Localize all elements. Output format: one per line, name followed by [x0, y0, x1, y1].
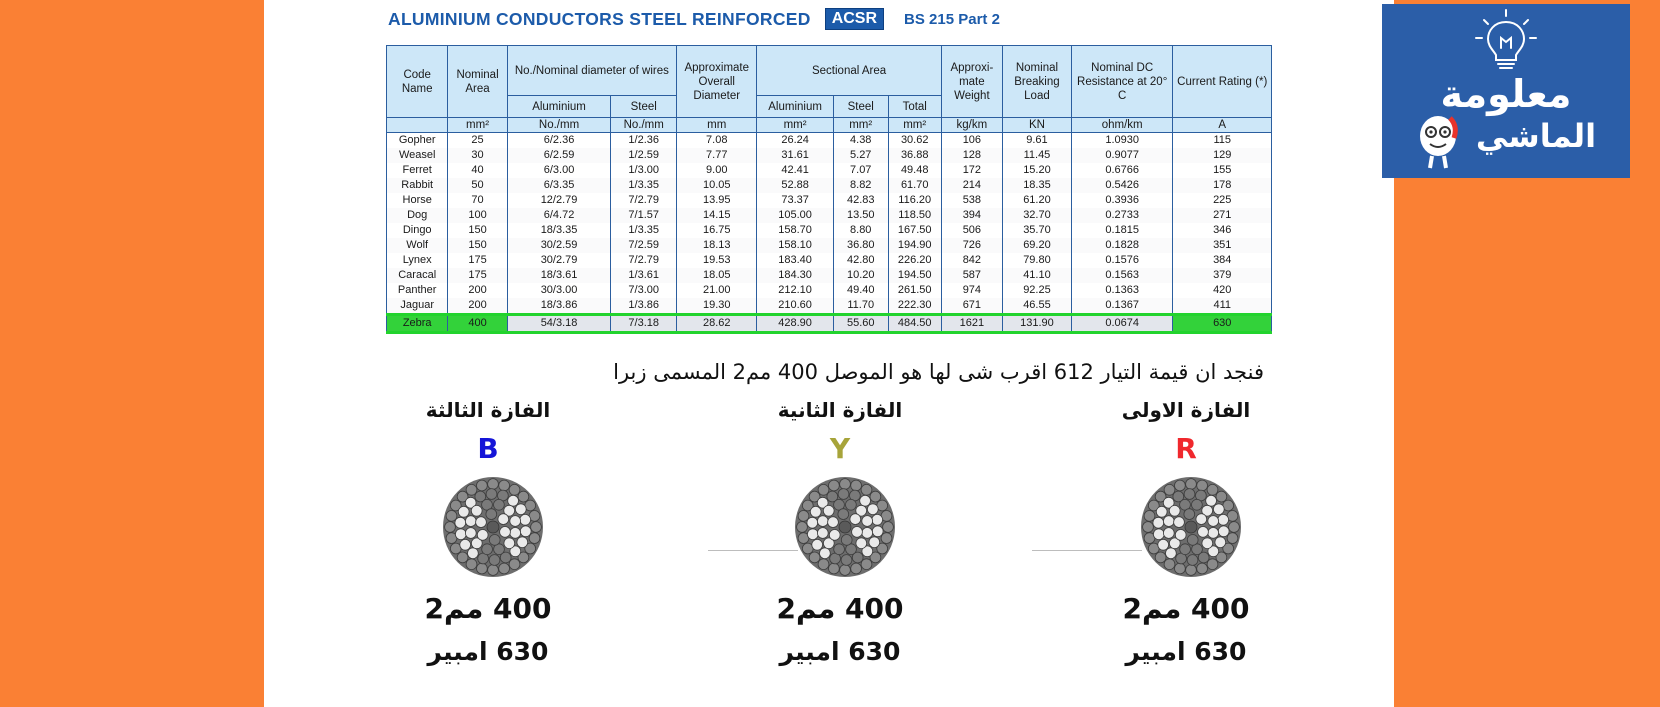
cell-resistance: 0.1576: [1071, 253, 1173, 268]
cell-wires-aluminium: 6/3.00: [507, 163, 611, 178]
phase-second-area: 400 مم2: [776, 592, 904, 625]
table-row: [387, 253, 1272, 268]
table-row: [387, 148, 1272, 163]
highlight-cell-weight: 1621: [941, 315, 1002, 333]
cell-diameter: 7.77: [677, 148, 757, 163]
document-sheet: [264, 0, 1394, 707]
phase-second-current: 630 امبير: [779, 637, 901, 666]
phase-third-name: الفازة الثالثة: [425, 398, 551, 422]
cell-resistance: 0.3936: [1071, 193, 1173, 208]
cell-weight: 671: [941, 298, 1002, 315]
cell-sect-steel: 36.80: [833, 238, 888, 253]
cell-code: Wolf: [387, 238, 448, 253]
phase-third-current: 630 امبير: [427, 637, 549, 666]
phase-second-name: الفازة الثانية: [777, 398, 903, 422]
cell-resistance: 0.1563: [1071, 268, 1173, 283]
highlight-cell-resistance: 0.0674: [1071, 315, 1173, 333]
phase-second-letter: Y: [829, 432, 851, 465]
cell-sect-total: 261.50: [888, 283, 941, 298]
cell-wires-steel: 7/3.00: [611, 283, 677, 298]
cell-breaking-load: 92.25: [1003, 283, 1072, 298]
table-row: [387, 223, 1272, 238]
cell-wires-steel: 1/3.00: [611, 163, 677, 178]
header-wires-steel: Steel: [611, 96, 677, 118]
cell-weight: 974: [941, 283, 1002, 298]
highlight-cell-nominal-area: 400: [448, 315, 507, 333]
cell-resistance: 0.5426: [1071, 178, 1173, 193]
cell-weight: 106: [941, 133, 1002, 149]
cell-sect-aluminium: 212.10: [757, 283, 833, 298]
cell-sect-total: 226.20: [888, 253, 941, 268]
cell-breaking-load: 46.55: [1003, 298, 1072, 315]
header-wires-group: No./Nominal diameter of wires: [507, 46, 676, 96]
cell-code: Caracal: [387, 268, 448, 283]
cell-wires-steel: 7/2.59: [611, 238, 677, 253]
cell-current: 411: [1173, 298, 1272, 315]
header-wires-aluminium: Aluminium: [507, 96, 611, 118]
cell-breaking-load: 61.20: [1003, 193, 1072, 208]
unit-breaking-load: KN: [1003, 118, 1072, 133]
cell-wires-steel: 1/3.86: [611, 298, 677, 315]
cell-sect-aluminium: 158.70: [757, 223, 833, 238]
conclusion-note: فنجد ان قيمة التيار 612 اقرب شى لها هو الموصل 400 مم2 المسمى زبرا: [613, 360, 1264, 384]
cell-current: 155: [1173, 163, 1272, 178]
cell-resistance: 0.9077: [1071, 148, 1173, 163]
cell-wires-aluminium: 18/3.35: [507, 223, 611, 238]
cell-breaking-load: 35.70: [1003, 223, 1072, 238]
table-row: [387, 283, 1272, 298]
phase-first-conductor: [1086, 472, 1286, 592]
highlight-cell-diameter: 28.62: [677, 315, 757, 333]
header-sectional-aluminium: Aluminium: [757, 96, 833, 118]
unit-sectional-steel: mm²: [833, 118, 888, 133]
phase-first-letter: R: [1175, 432, 1197, 465]
cell-diameter: 19.53: [677, 253, 757, 268]
cell-wires-aluminium: 6/4.72: [507, 208, 611, 223]
cell-sect-aluminium: 105.00: [757, 208, 833, 223]
cell-nominal-area: 150: [448, 223, 507, 238]
cell-wires-steel: 1/3.61: [611, 268, 677, 283]
cell-current: 115: [1173, 133, 1272, 149]
cell-wires-steel: 1/3.35: [611, 178, 677, 193]
cell-nominal-area: 175: [448, 253, 507, 268]
phase-first-name: الفازة الاولى: [1121, 398, 1251, 422]
cell-sect-steel: 7.07: [833, 163, 888, 178]
cell-diameter: 10.05: [677, 178, 757, 193]
cell-code: Ferret: [387, 163, 448, 178]
cell-nominal-area: 100: [448, 208, 507, 223]
units-blank: [387, 118, 448, 133]
conductor-cross-section-icon: [790, 472, 900, 582]
phase-third: [388, 398, 588, 666]
conductor-cross-section-icon: [1136, 472, 1246, 582]
header-resistance: Nominal DC Resistance at 20° C: [1071, 46, 1173, 118]
cell-current: 346: [1173, 223, 1272, 238]
unit-current: A: [1173, 118, 1272, 133]
table-body: [387, 133, 1272, 333]
cell-sect-steel: 8.80: [833, 223, 888, 238]
cell-current: 271: [1173, 208, 1272, 223]
phase-first: [1086, 398, 1286, 666]
phase-third-conductor: [388, 472, 588, 592]
cell-resistance: 1.0930: [1071, 133, 1173, 149]
cell-current: 384: [1173, 253, 1272, 268]
cell-sect-total: 222.30: [888, 298, 941, 315]
cell-diameter: 16.75: [677, 223, 757, 238]
unit-diameter: mm: [677, 118, 757, 133]
cell-wires-aluminium: 6/2.59: [507, 148, 611, 163]
cell-weight: 538: [941, 193, 1002, 208]
cell-resistance: 0.1815: [1071, 223, 1173, 238]
cell-nominal-area: 25: [448, 133, 507, 149]
table-row: [387, 298, 1272, 315]
highlight-cell-code: Zebra: [387, 315, 448, 333]
highlight-cell-sect-aluminium: 428.90: [757, 315, 833, 333]
cell-sect-total: 194.90: [888, 238, 941, 253]
cell-nominal-area: 150: [448, 238, 507, 253]
cell-current: 129: [1173, 148, 1272, 163]
cell-code: Lynex: [387, 253, 448, 268]
cell-wires-steel: 7/2.79: [611, 253, 677, 268]
highlight-cell-wires-steel: 7/3.18: [611, 315, 677, 333]
cell-wires-aluminium: 30/3.00: [507, 283, 611, 298]
logo-text-line1: معلومة: [1440, 72, 1572, 116]
acsr-badge: ACSR: [825, 8, 884, 30]
cell-weight: 172: [941, 163, 1002, 178]
unit-sectional-total: mm²: [888, 118, 941, 133]
cell-sect-steel: 10.20: [833, 268, 888, 283]
unit-resistance: ohm/km: [1071, 118, 1173, 133]
cell-weight: 506: [941, 223, 1002, 238]
cell-weight: 726: [941, 238, 1002, 253]
cell-nominal-area: 175: [448, 268, 507, 283]
cell-nominal-area: 40: [448, 163, 507, 178]
cell-sect-total: 30.62: [888, 133, 941, 149]
cell-wires-steel: 1/2.36: [611, 133, 677, 149]
highlight-cell-sect-steel: 55.60: [833, 315, 888, 333]
mascot-icon: [1416, 110, 1464, 172]
cell-weight: 394: [941, 208, 1002, 223]
standard-label: BS 215 Part 2: [904, 10, 1000, 28]
cell-sect-total: 118.50: [888, 208, 941, 223]
highlight-cell-current: 630: [1173, 315, 1272, 333]
table-row: [387, 208, 1272, 223]
cell-sect-aluminium: 52.88: [757, 178, 833, 193]
cell-resistance: 0.1828: [1071, 238, 1173, 253]
cell-breaking-load: 11.45: [1003, 148, 1072, 163]
cell-code: Weasel: [387, 148, 448, 163]
acsr-spec-table: [386, 45, 1272, 334]
header-breaking-load: Nominal Breaking Load: [1003, 46, 1072, 118]
cell-sect-steel: 8.82: [833, 178, 888, 193]
table-title-row: [388, 6, 1000, 32]
cell-diameter: 13.95: [677, 193, 757, 208]
table-row: [387, 238, 1272, 253]
cell-nominal-area: 50: [448, 178, 507, 193]
cell-sect-aluminium: 73.37: [757, 193, 833, 208]
phase-first-current: 630 امبير: [1125, 637, 1247, 666]
cell-nominal-area: 30: [448, 148, 507, 163]
cell-sect-aluminium: 183.40: [757, 253, 833, 268]
cell-diameter: 9.00: [677, 163, 757, 178]
cell-sect-total: 116.20: [888, 193, 941, 208]
header-weight: Approxi-mate Weight: [941, 46, 1002, 118]
cell-code: Dingo: [387, 223, 448, 238]
cell-breaking-load: 18.35: [1003, 178, 1072, 193]
cell-code: Gopher: [387, 133, 448, 149]
cell-wires-aluminium: 18/3.61: [507, 268, 611, 283]
cell-sect-total: 167.50: [888, 223, 941, 238]
logo-text-line2: الماشي: [1475, 117, 1597, 155]
cell-breaking-load: 79.80: [1003, 253, 1072, 268]
header-overall-diameter: Approximate Overall Diameter: [677, 46, 757, 118]
cell-wires-steel: 7/2.79: [611, 193, 677, 208]
unit-sectional-aluminium: mm²: [757, 118, 833, 133]
phase-third-area: 400 مم2: [424, 592, 552, 625]
cell-code: Horse: [387, 193, 448, 208]
cell-sect-steel: 13.50: [833, 208, 888, 223]
cell-wires-aluminium: 6/3.35: [507, 178, 611, 193]
cell-wires-steel: 1/2.59: [611, 148, 677, 163]
table-row: [387, 133, 1272, 149]
cell-resistance: 0.2733: [1071, 208, 1173, 223]
cell-sect-steel: 49.40: [833, 283, 888, 298]
highlight-cell-breaking-load: 131.90: [1003, 315, 1072, 333]
cell-diameter: 18.05: [677, 268, 757, 283]
cell-breaking-load: 69.20: [1003, 238, 1072, 253]
phase-second: [740, 398, 940, 666]
table-title: ALUMINIUM CONDUCTORS STEEL REINFORCED: [388, 8, 811, 29]
cell-breaking-load: 41.10: [1003, 268, 1072, 283]
cell-code: Jaguar: [387, 298, 448, 315]
cell-wires-steel: 7/1.57: [611, 208, 677, 223]
unit-wires-aluminium: No./mm: [507, 118, 611, 133]
cell-sect-total: 49.48: [888, 163, 941, 178]
cell-weight: 587: [941, 268, 1002, 283]
cell-current: 225: [1173, 193, 1272, 208]
cell-diameter: 14.15: [677, 208, 757, 223]
cell-sect-steel: 42.80: [833, 253, 888, 268]
unit-wires-steel: No./mm: [611, 118, 677, 133]
header-current-rating: Current Rating (*): [1173, 46, 1272, 118]
table-row: [387, 178, 1272, 193]
cell-current: 379: [1173, 268, 1272, 283]
cell-nominal-area: 70: [448, 193, 507, 208]
cell-weight: 128: [941, 148, 1002, 163]
lightbulb-icon: [1474, 8, 1538, 78]
table-row: [387, 163, 1272, 178]
cell-wires-aluminium: 12/2.79: [507, 193, 611, 208]
cell-sect-aluminium: 31.61: [757, 148, 833, 163]
header-nominal-area: Nominal Area: [448, 46, 507, 118]
cell-diameter: 19.30: [677, 298, 757, 315]
cell-nominal-area: 200: [448, 283, 507, 298]
cell-sect-aluminium: 42.41: [757, 163, 833, 178]
cell-current: 351: [1173, 238, 1272, 253]
header-code-name: Code Name: [387, 46, 448, 118]
cell-wires-aluminium: 30/2.79: [507, 253, 611, 268]
cell-diameter: 21.00: [677, 283, 757, 298]
cell-weight: 842: [941, 253, 1002, 268]
cell-code: Rabbit: [387, 178, 448, 193]
cell-resistance: 0.6766: [1071, 163, 1173, 178]
cell-resistance: 0.1363: [1071, 283, 1173, 298]
cell-current: 420: [1173, 283, 1272, 298]
header-sectional-steel: Steel: [833, 96, 888, 118]
phase-first-area: 400 مم2: [1122, 592, 1250, 625]
site-logo: [1382, 4, 1630, 178]
cell-sect-steel: 4.38: [833, 133, 888, 149]
cell-sect-total: 61.70: [888, 178, 941, 193]
table-row: [387, 193, 1272, 208]
cell-sect-aluminium: 184.30: [757, 268, 833, 283]
cell-wires-aluminium: 6/2.36: [507, 133, 611, 149]
cell-wires-aluminium: 30/2.59: [507, 238, 611, 253]
cell-sect-aluminium: 210.60: [757, 298, 833, 315]
unit-nominal-area: mm²: [448, 118, 507, 133]
cell-sect-total: 194.50: [888, 268, 941, 283]
header-sectional-group: Sectional Area: [757, 46, 941, 96]
highlight-cell-sect-total: 484.50: [888, 315, 941, 333]
cell-sect-aluminium: 158.10: [757, 238, 833, 253]
cell-diameter: 18.13: [677, 238, 757, 253]
cell-diameter: 7.08: [677, 133, 757, 149]
conductor-cross-section-icon: [438, 472, 548, 582]
cell-current: 178: [1173, 178, 1272, 193]
cell-code: Dog: [387, 208, 448, 223]
cell-sect-total: 36.88: [888, 148, 941, 163]
highlight-cell-wires-aluminium: 54/3.18: [507, 315, 611, 333]
cell-wires-aluminium: 18/3.86: [507, 298, 611, 315]
table-row-highlighted: [387, 315, 1272, 333]
cell-sect-steel: 42.83: [833, 193, 888, 208]
phase-second-conductor: [740, 472, 940, 592]
header-sectional-total: Total: [888, 96, 941, 118]
cell-sect-aluminium: 26.24: [757, 133, 833, 149]
unit-weight: kg/km: [941, 118, 1002, 133]
cell-sect-steel: 11.70: [833, 298, 888, 315]
cell-breaking-load: 15.20: [1003, 163, 1072, 178]
cell-nominal-area: 200: [448, 298, 507, 315]
phase-third-letter: B: [477, 432, 499, 465]
cell-resistance: 0.1367: [1071, 298, 1173, 315]
cell-sect-steel: 5.27: [833, 148, 888, 163]
cell-wires-steel: 1/3.35: [611, 223, 677, 238]
cell-breaking-load: 32.70: [1003, 208, 1072, 223]
cell-weight: 214: [941, 178, 1002, 193]
table-row: [387, 268, 1272, 283]
cell-breaking-load: 9.61: [1003, 133, 1072, 149]
cell-code: Panther: [387, 283, 448, 298]
